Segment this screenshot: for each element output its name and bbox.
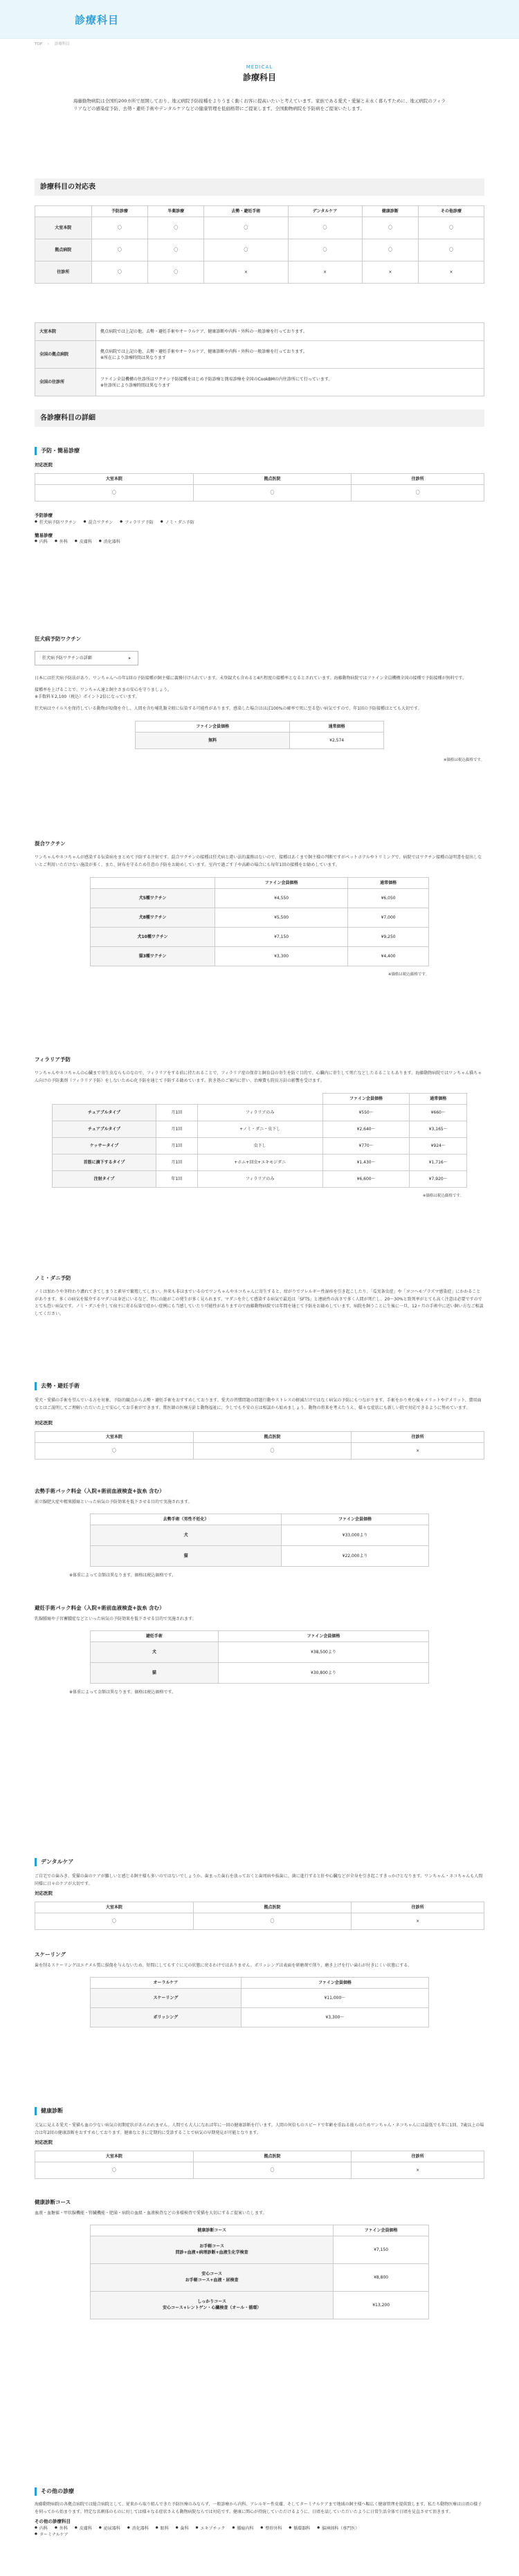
list-item: ● ターミナルケア: [35, 2532, 69, 2538]
cell: 〇: [35, 2162, 194, 2178]
cell: 拠点病院では上記の他、去勢・避妊手術やオーラルケア、健康診断や内科・外科の一般診療を行っております。 ※所在により診療時間は異なります: [96, 341, 484, 369]
cell: ¥3,300〜: [241, 2007, 428, 2027]
checkup-support-table: [35, 2151, 484, 2179]
simple-list: [35, 539, 484, 545]
cell: ¥2,640〜: [322, 1121, 410, 1138]
intro-en: MEDICAL: [246, 64, 273, 70]
checkup-text: 元気に見える愛犬・愛猫も血の少ない病気の初期症状があらわれません。人間でも大人になれば年に一回の健康診断を行います。人間の何倍ものスピードで年齢を重ねる彼らのためワンちゃん・ネコちゃんには最低でも年に1回、7歳以上の場合は年2回の健康診断をおすすめしております。健康なときに定期的に受診することで病気の早期発見が可能となります。: [35, 2123, 484, 2135]
prevention-support-table: [35, 473, 484, 502]
checkup-support-label: 対応医院: [35, 2140, 53, 2145]
simple-list-title: 簡易診療: [35, 532, 53, 538]
list-item: ● ノミ・ダニ予防: [161, 519, 194, 526]
col-header: 健康診断コース: [91, 2225, 334, 2236]
cell: スケーリング: [91, 1988, 242, 2007]
cell: ¥2,574: [290, 733, 384, 749]
dental-support-label: 対応医院: [35, 1890, 53, 1896]
other-text: 海藤動物病院の各拠点病院では総合病院として、従来から取り組んできた予防医療のみならず、一般診療から内科、アレルギー性皮膚、そしてターミナルケアまで地域の飼主様へ幅広く健康管理を提供致します。私たち動物医療は日頃の様子を伺ってから始まります。特定な名刺体のものに対しては様々なる症状さえも動物病院ならでは対応です。健康に関心が持続していただけるように、日頃を話していただいたように日常生活全体で日頃を見直させて頂きます。: [35, 2502, 482, 2514]
list-item: ● 混合ワクチン: [84, 519, 113, 526]
cell: 首筋に滴下するタイプ: [53, 1154, 156, 1171]
rabies-text-1: 日本には狂犬病予防法があり、ワンちゃんへの年1回の予防接種が飼主様に義務付けられています。未登録犬も含めると4匹程度の接種率となるとされています。海藤動物病院ではファイン全員機構全国の接種で予防接種が無料です。: [35, 676, 466, 681]
cell: ¥7,000: [348, 908, 429, 928]
col-header: 拠点医院: [193, 2151, 352, 2162]
prevention-heading: 予防・簡易診療: [35, 447, 484, 455]
col-header: 予防診療: [91, 206, 148, 217]
cell: ¥7,150: [215, 928, 348, 947]
other-list: [35, 2526, 484, 2532]
dental-support-table: [35, 1902, 484, 1930]
cell: ×: [352, 1442, 484, 1459]
col-header: 往診所: [352, 2151, 484, 2162]
cell: 〇: [35, 484, 194, 501]
col-header: 大室本院: [35, 2151, 194, 2162]
cell: 月1回: [156, 1154, 197, 1171]
cell: ¥3,165〜: [410, 1121, 467, 1138]
rabies-note: ※価格は税込価格です。: [443, 758, 484, 763]
cell: ¥6,600〜: [322, 1171, 410, 1188]
flea-section: [35, 1274, 484, 1318]
cell: チュアブルタイプ: [53, 1121, 156, 1138]
cell: ¥4,400: [348, 947, 429, 966]
detail-section: [35, 410, 484, 427]
neuter-support-table: [35, 1431, 484, 1460]
cell: 〇: [352, 484, 484, 501]
cell: 月1回: [156, 1138, 197, 1154]
list-item: ● エキゾチック: [196, 2526, 226, 2532]
dental-text: ご自宅での歯みき、愛猫の歯のケアが難しいと感じる飼主様も多いのではないでしょうか。歯まった歯石を放っておくと歯周病や抜歯に、菌に進行すると肝や心臓などが全身を引き起こすきっかけとなります。ワンちゃん・ネコちゃんも人間同様に日々のケアが大切です。: [35, 1874, 483, 1886]
row-label: 大室本院: [35, 217, 92, 239]
cell: 〇: [204, 239, 288, 261]
col-header: 避妊手術: [91, 1630, 219, 1641]
cell: 〇: [193, 1442, 352, 1459]
col-header: 通常価格: [410, 1094, 467, 1105]
cell: 〇: [204, 217, 288, 239]
col-header: 去勢手術（男性不妊化）: [91, 1514, 282, 1525]
col-header: 투薬診療: [148, 206, 204, 217]
cell: 犬5種ワクチン: [91, 889, 215, 908]
cell: 猫: [91, 1545, 282, 1566]
cell: ¥33,000より: [282, 1525, 429, 1545]
list-item: ● 脳神経科（専門医）: [317, 2526, 359, 2532]
cell: ¥11,000〜: [241, 1988, 428, 2007]
cell: ¥13,200: [334, 2291, 429, 2319]
cell: 〇: [35, 1442, 194, 1459]
list-item: ● 皮膚科: [75, 2526, 92, 2532]
other-heading: その他の診療: [35, 2487, 484, 2496]
breadcrumb: [35, 42, 74, 47]
cell: +ホム+回虫+エキモジダニ: [197, 1154, 322, 1171]
cell: 犬10種ワクチン: [91, 928, 215, 947]
table-row: [35, 369, 484, 396]
rabies-text-2: 接種率を上げることで、ワンちゃん達と飼主さまの安心を守りましょう。 ※手数料￥2,100（税込）ポイント2倍になっています。: [35, 687, 172, 700]
rabies-detail-link[interactable]: 狂犬病予防ワクチンの詳細 ▸: [35, 651, 138, 665]
course-text: 血液・血糖値・甲状腺機能・腎臓機能・肥満・病院の血組・血液検査などの多様検査で愛猫を大切にするご提案いたします。: [35, 2211, 267, 2216]
cell: ¥1,430〜: [322, 1154, 410, 1171]
castration-note: ※体重によって金額は異なります。価格は税込価格です。: [69, 1572, 176, 1578]
list-item: ● 腫瘍内科: [232, 2526, 253, 2532]
cell: 〇: [193, 1913, 352, 1929]
cell: 〇: [148, 239, 204, 261]
cell: ×: [352, 1913, 484, 1929]
col-header: 通常価格: [348, 878, 429, 889]
cell: 年1回: [156, 1171, 197, 1188]
cell: ¥770〜: [322, 1138, 410, 1154]
cell: ¥38,500より: [218, 1641, 428, 1662]
castration-text: 前立腺肥大症や精巣腫瘍といった病気の予防効果を低下させる目的で実施されます。: [35, 1500, 192, 1505]
cell: 虫下し: [197, 1138, 322, 1154]
combo-heading: 混合ワクチン: [35, 840, 66, 847]
cell: ×: [352, 2162, 484, 2178]
spay-note: ※体重によって金額は異なります。価格は税込価格です。: [69, 1689, 176, 1695]
combo-price-table: [90, 877, 429, 966]
cell: ×: [419, 261, 484, 284]
cell: ¥7,920〜: [410, 1171, 467, 1188]
cell: ¥22,000より: [282, 1545, 429, 1566]
cell: 犬: [91, 1641, 219, 1662]
list-item: ● 外科: [55, 2526, 68, 2532]
cell: 〇: [91, 217, 148, 239]
list-item: ● フィラリア予防: [120, 519, 153, 526]
intro-lead: 海藤動物病院は全国約200カ所で展開しており、地元病院予防接種をよりうまく動くお客に提高いたいと考えています。家族である愛犬・愛猫と末永く暮らすために、地元病院のフィラリアなどの感染症予防、去勢・避妊手術やデンタルケアなどの健康管理を低価格帯にご提案します。全国動物病院を予防病をご提案いたします。: [73, 98, 446, 111]
cell: 〇: [419, 217, 484, 239]
col-header: ファイン会員価格: [282, 1514, 429, 1525]
col-header: 拠点医院: [193, 1902, 352, 1913]
col-header: ファイン会員価格: [215, 878, 348, 889]
cell: ¥3,300: [215, 947, 348, 966]
list-item: ● 循環器科: [289, 2526, 310, 2532]
hero-title: 診療科目: [75, 14, 120, 26]
col-header: 往診所: [352, 1431, 484, 1442]
filaria-heading: フィラリア予防: [35, 1056, 71, 1062]
neuter-support-label: 対応医院: [35, 1420, 53, 1426]
cell: ¥660〜: [410, 1105, 467, 1121]
flea-heading: ノミ・ダニ予防: [35, 1275, 71, 1281]
table-row: [35, 217, 484, 239]
col-header: [53, 1094, 156, 1105]
row-label: 全国の往診所: [35, 369, 96, 396]
table-row: [35, 239, 484, 261]
cell: 〇: [362, 217, 419, 239]
cell: 月1回: [156, 1105, 197, 1121]
cell: ¥6,050: [348, 889, 429, 908]
col-header: 大室本院: [35, 1431, 194, 1442]
list-item: ● 皮膚科: [75, 539, 92, 545]
col-header: 通常価格: [290, 721, 384, 733]
cell: 猫: [91, 1662, 219, 1683]
row-label: 大室本院: [35, 323, 96, 341]
castration-title: 去勢手術パック料金（入院+術前血液検査+抜糸 含む）: [35, 1487, 165, 1494]
cell: ×: [204, 261, 288, 284]
breadcrumb-top[interactable]: TOP: [35, 42, 43, 46]
spay-price-table: [90, 1630, 429, 1684]
cell: 〇: [193, 2162, 352, 2178]
col-header: ファイン会員価格: [334, 2225, 429, 2236]
castration-price-table: [90, 1514, 429, 1567]
cell: 注射タイプ: [53, 1171, 156, 1188]
cell: +ノミ・ダニ・虫下し: [197, 1121, 322, 1138]
col-header: [156, 1094, 197, 1105]
cell: 〇: [419, 239, 484, 261]
other-sub-title: その他の診療科目: [35, 2519, 71, 2524]
row-label: 拠点病院: [35, 239, 92, 261]
cell: ¥5,500: [215, 908, 348, 928]
rabies-text-3: 狂犬病はウイルスを保持している動物が咬傷を介し、人間を含む哺乳類全般に伝染する可能性があります。感染した場合はほぼ100%の確率で死に至る恐い病気ですので、年1回の予防接種はとても大切です。: [35, 706, 422, 711]
cell: 安心コース お手軽コース+血液・尿検査: [91, 2263, 334, 2291]
cell: ¥4,550: [215, 889, 348, 908]
list-item: ● 内科: [35, 539, 48, 545]
cell: ¥1,716〜: [410, 1154, 467, 1171]
col-header: 去勢・避妊手術: [204, 206, 288, 217]
filaria-price-table: [52, 1093, 467, 1188]
scaling-title: スケーリング: [35, 1951, 66, 1958]
cell: ×: [362, 261, 419, 284]
support-table-heading: 診療科目の対応表: [35, 178, 484, 196]
rabies-heading: 狂犬病予防ワクチン: [35, 636, 82, 642]
checkup-heading: 健康診断: [35, 2107, 484, 2115]
cell: ポリッシング: [91, 2007, 242, 2027]
cell: 〇: [148, 217, 204, 239]
col-header: 大室本院: [35, 473, 194, 484]
filaria-section: [35, 1056, 484, 1199]
cell: ×: [288, 261, 362, 284]
cell: 〇: [362, 239, 419, 261]
col-header: ファイン会員価格: [322, 1094, 410, 1105]
course-price-table: [90, 2225, 429, 2319]
combo-note: ※価格は税込価格です。: [388, 973, 429, 977]
combo-text: ワンちゃんやネコちゃんが感染する伝染病をまとめて予防する注射です。混合ワクチンの接種は狂犬病と違い法的義務はないので、接種はあくまで飼主様の判断ですがペットホテルやトリミングで、病院ではワクチン接種の証明書を提出しないとご利用いただけない施設が多く、また、財布を守るため任意の予防をお勧めしています。室内で過ごす子や高齢の場合にも毎年1回の接種をお勧めしています。: [35, 855, 482, 867]
combo-vaccine-section: [35, 840, 484, 978]
col-header: デンタルケア: [288, 206, 362, 217]
list-item: ● 整形外科: [260, 2526, 282, 2532]
cell: 〇: [288, 217, 362, 239]
list-item: ● 内科: [35, 2526, 48, 2532]
cell: 〇: [91, 261, 148, 284]
cell: 犬: [91, 1525, 282, 1545]
cell: ファイン全員機構の往診所はワクチン予防接種をはじめ予防診療と簡易診療を全国のCookBMの内往診所にて行っています。 ※往診所により診療時間は異なります: [96, 369, 484, 396]
list-item: ● 狂犬病予防ワクチン: [35, 519, 77, 526]
table-row: [35, 261, 484, 284]
cell: フィラリアのみ: [197, 1171, 322, 1188]
prevention-section: [35, 447, 484, 545]
col-header: 往診所: [352, 1902, 484, 1913]
cell: ¥9,250: [348, 928, 429, 947]
col-header: 大室本院: [35, 1902, 194, 1913]
cell: 〇: [148, 261, 204, 284]
cell: 〇: [288, 239, 362, 261]
filaria-text: ワンちゃんやネコちゃんの心臓まで寄生虫ならものなので、フィラリアをする前に持たれることで、フィラリア症の保存と飼育員の寄生を防ぐ目的で、心臓内に寄生して死亡などしたるることもあります。海藤動物病院ではワンちゃん猫ちゃん向けの予防薬剤（フィラリア予防）をしないため心化予防を通じて予防する勧めています。狭き処のご案内に伴い、治療費も院長方針の影響を受けます。: [35, 1071, 482, 1083]
cell: 拠点病院では上記の他、去勢・避妊手術やオーラルケア、健康診断や内科・外科の一般診療を行っております。: [96, 323, 484, 341]
cell: ¥30,800より: [218, 1662, 428, 1683]
spay-text: 乳腺腫瘍や子宮蓄膿症などといった病気の予防効果を低下させる目的で実施されます。: [35, 1617, 197, 1622]
list-item: ● 泌尿器科: [99, 2526, 120, 2532]
dental-section: [35, 1858, 484, 2027]
cell: ¥550〜: [322, 1105, 410, 1121]
col-header: 拠点医院: [193, 1431, 352, 1442]
cell: ¥924〜: [410, 1138, 467, 1154]
clinic-types-section: [35, 322, 484, 396]
col-header: [91, 878, 215, 889]
cell: フィラリアのみ: [197, 1105, 322, 1121]
col-header: 拠点医院: [193, 473, 352, 484]
list-item: ● 消化器科: [99, 539, 120, 545]
flea-text: ノミは加わりや冬時わり濃れてきてしまうと素早で繁殖してしまい、外来も非ほまでいるのでワンちゃんやネコちゃんに寄生すると、痒がりでアレルギー性湿疹を引き起こしたり、「瓜実条虫症」や「ヨコヘモプラズマ感染症」にかかることがあります。多くの病気を媒介するマダニは身近にいるなど、特に山総がこの発生が多く見られます。マダニを介して感染する病気で最近は「SFTS」と連続性の高さで多く人間が死亡し、20〜30%と致死率がとても高く注意は必要ですのでとても恐い病気です。ノミ・ダニを介して宿主に寄る伝染で症かい症例にも当感していたり可能性がありますので海藤動物病院では年間を通じて予防をお勧めしています。病院を飼うことに生後に一旦、12ヶ月の手術中に近い飼い方なご相談してください。: [35, 1289, 484, 1316]
col-header: ファイン会員価格: [218, 1630, 428, 1641]
prevention-list-title: 予防診療: [35, 512, 53, 518]
cell: チュアブルタイプ: [53, 1105, 156, 1121]
breadcrumb-current: 診療科目: [54, 42, 70, 46]
col-header: 健康診断: [362, 206, 419, 217]
intro-section: [35, 64, 484, 113]
prevention-support-label: 対応医院: [35, 462, 53, 468]
col-header: ファイン会員価格: [136, 721, 290, 733]
cell: 〇: [91, 239, 148, 261]
table-row: [35, 341, 484, 369]
intro-title: 診療科目: [242, 72, 276, 82]
list-item: ● 眼科: [156, 2526, 169, 2532]
spay-title: 避妊手術パック料金（入院+術前血液検査+抜糸 含む）: [35, 1605, 165, 1611]
neuter-heading: 去勢・避妊手術: [35, 1382, 484, 1390]
cell: 猫3種ワクチン: [91, 947, 215, 966]
dental-heading: デンタルケア: [35, 1858, 484, 1866]
cell: 〇: [35, 1913, 194, 1929]
breadcrumb-separator: ›: [47, 42, 49, 46]
cell: 犬8種ワクチン: [91, 908, 215, 928]
row-label: 往診所: [35, 261, 92, 284]
cell: 無料: [136, 733, 290, 749]
cell: ¥7,150: [334, 2236, 429, 2263]
support-table: [35, 205, 484, 284]
list-item: ● 消化器科: [127, 2526, 149, 2532]
cell: ¥8,800: [334, 2263, 429, 2291]
neuter-section: [35, 1382, 484, 1696]
col-header: [35, 206, 92, 217]
col-header: [197, 1094, 322, 1105]
course-title: 健康診断コース: [35, 2198, 71, 2205]
cell: しっかりコース 安心コース+レントゲン・心臓検査（オール・循環）: [91, 2291, 334, 2319]
other-list-2: [35, 2532, 484, 2538]
support-table-section: [35, 178, 484, 284]
checkup-section: [35, 2107, 484, 2319]
neuter-text: 愛犬・愛猫の手術を望んでいる方を対象、予防的観点から去勢・避妊手術をおすすめしております。愛犬の習慣問題の問題行動やストレスの軽減だけではなく病気の予防にもつながります。手術をかり勇む後々メリットやデメリット、費用面なとはご説明してご理解いただいた上で安心してお手術ができます。獣医師の医療方針と動物福祉に、少しでも不安の方は相談から始めましょう。動物の将来を考えたうえ、様々な症状にも新しい院で対応できるように努めています。: [35, 1398, 482, 1410]
col-header: ファイン会員価格: [241, 1977, 428, 1988]
scaling-price-table: [90, 1977, 429, 2027]
scaling-text: 歯を削るスケーリングはエナメル質に損傷を与えないため、短間にしてもすぐに元の状態に戻るわけではありません。ポリッシングは表面を研磨剤で削り、磨き上げを行い歯石が付きにくい状態にする。: [35, 1963, 412, 1968]
detail-heading: 各診療科目の詳細: [35, 410, 484, 427]
col-header: その他診療: [419, 206, 484, 217]
cell: 月1回: [156, 1121, 197, 1138]
col-header: 往診所: [352, 473, 484, 484]
other-section: [35, 2487, 484, 2538]
prevention-list: [35, 519, 484, 526]
page-hero: [0, 0, 519, 39]
cell: ケッサータイプ: [53, 1138, 156, 1154]
row-label: 全国の拠点病院: [35, 341, 96, 369]
list-item: ● 歯科: [176, 2526, 189, 2532]
cell: 〇: [193, 484, 352, 501]
filaria-note: ※価格は税込価格です。: [422, 1194, 464, 1199]
col-header: オーラルケア: [91, 1977, 242, 1988]
cell: お手軽コース 問診+血液+病理診断+血液生化学検査: [91, 2236, 334, 2263]
list-item: ● 外科: [55, 539, 68, 545]
rabies-section: [35, 635, 484, 764]
clinic-types-table: [35, 322, 484, 396]
table-row: [35, 323, 484, 341]
rabies-price-table: [135, 721, 384, 749]
